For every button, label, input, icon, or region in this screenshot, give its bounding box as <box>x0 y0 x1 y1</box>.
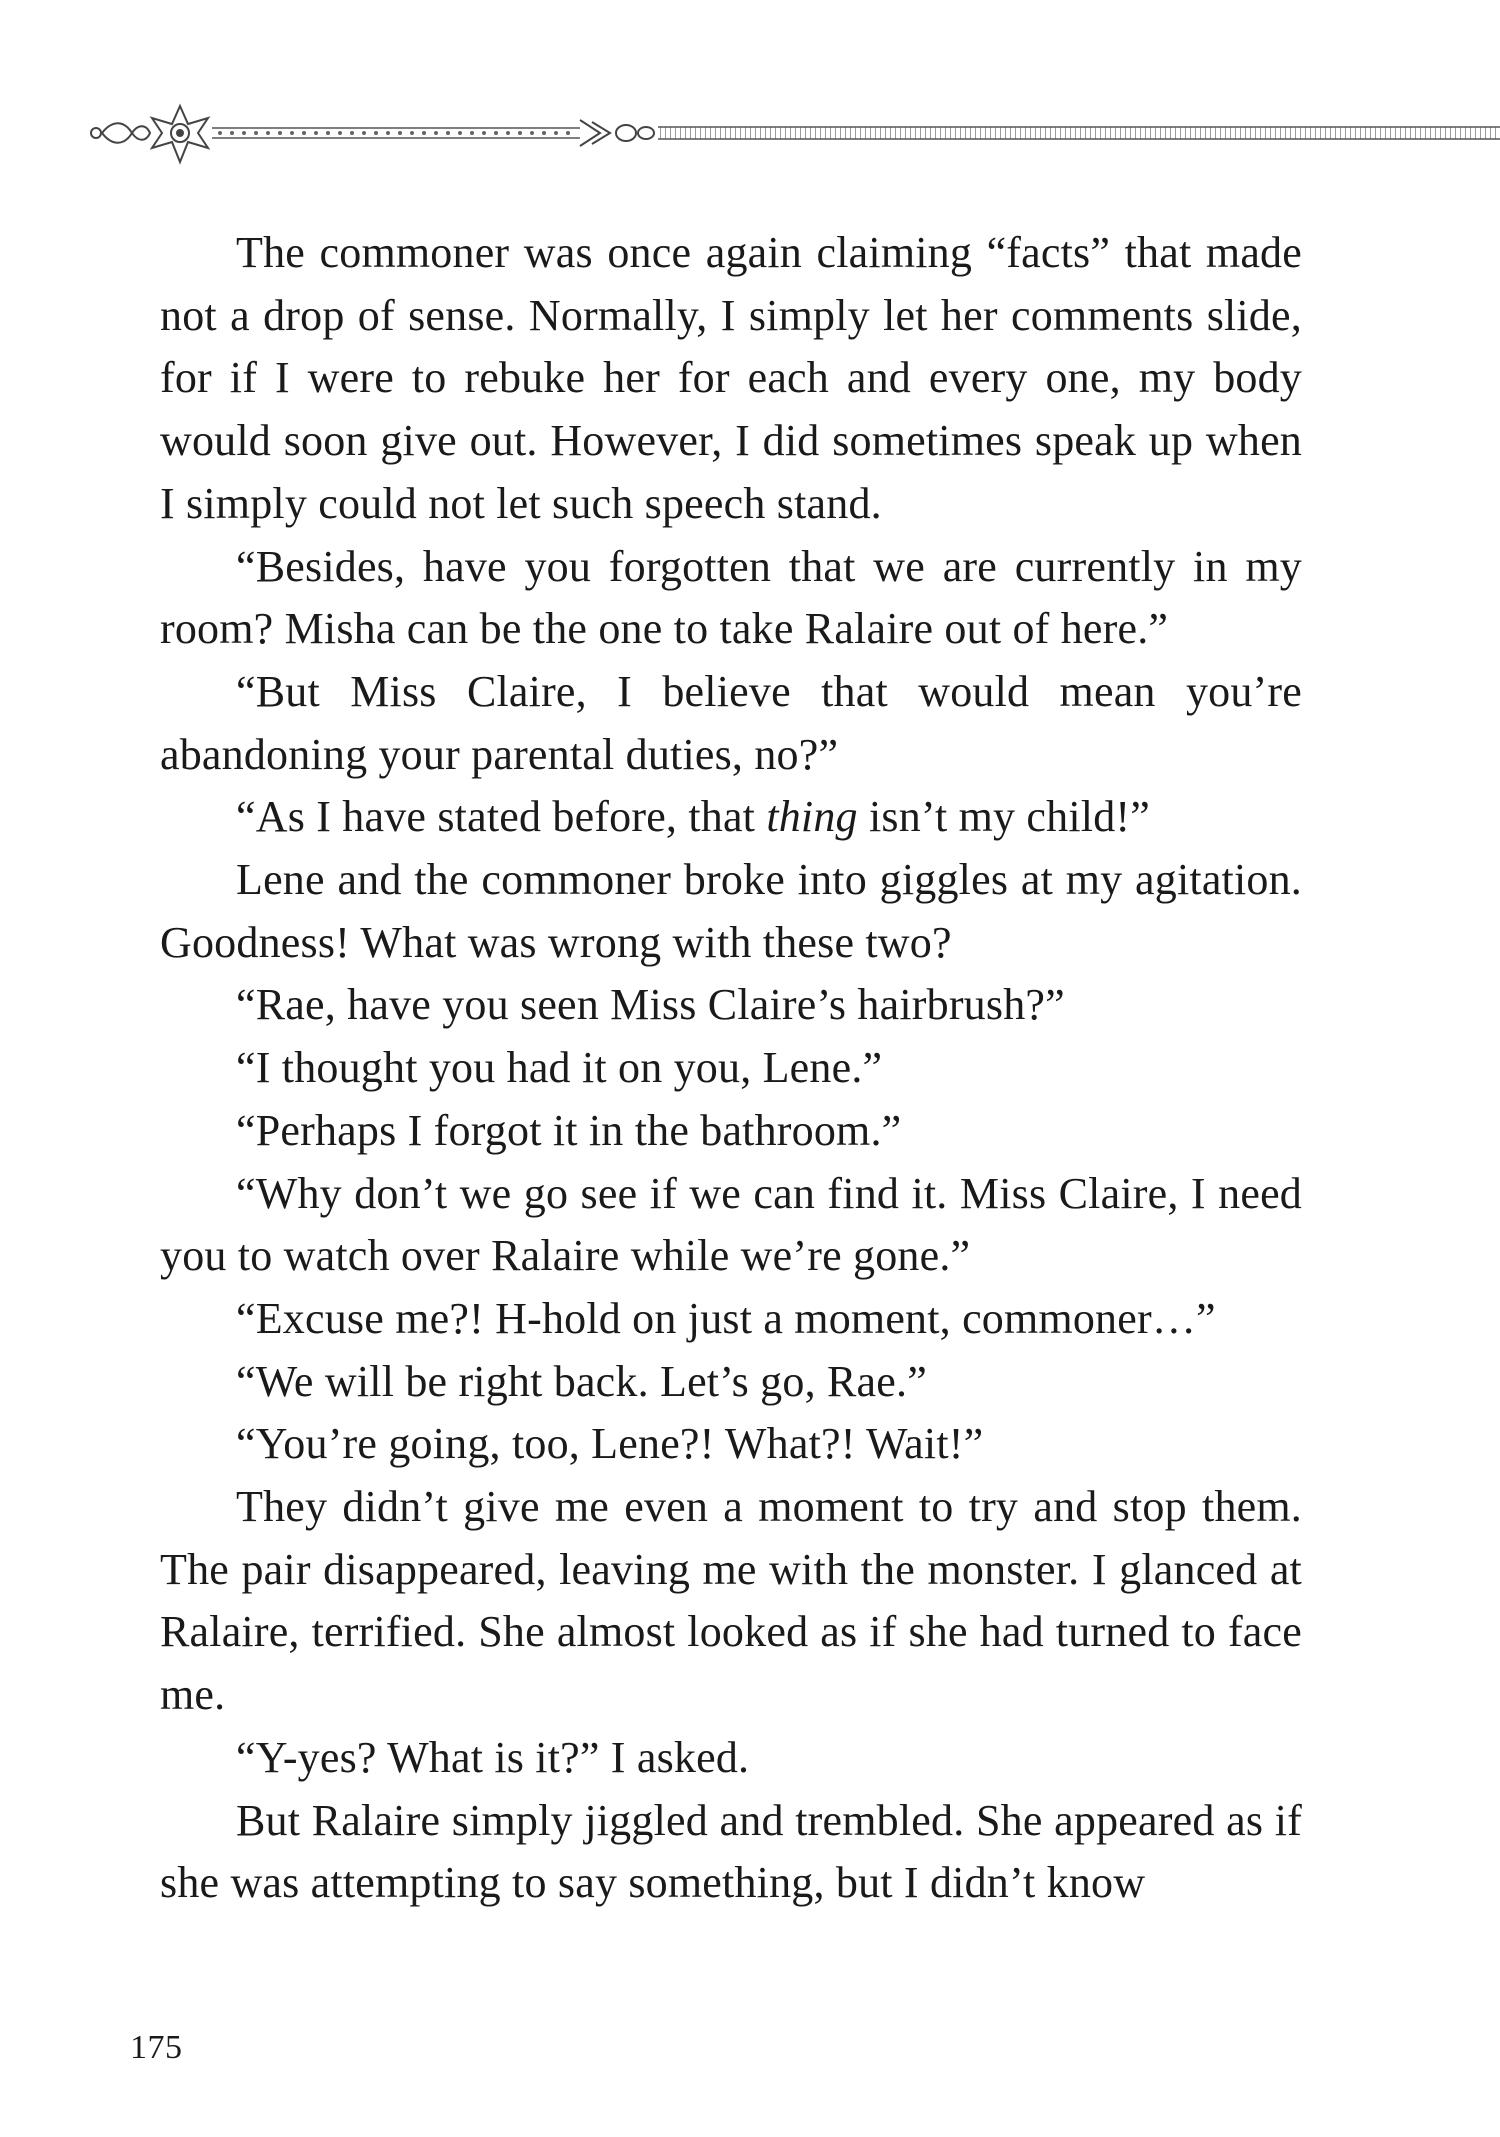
arrow-clasp-icon <box>580 120 654 146</box>
paragraph <box>160 1037 1302 1100</box>
text-run: They didn’t give me even a moment to try and stop them. The pair disappeared, leaving me with the monster. I glanced at Ralaire, terrified. She almost looked as if she had turned to face me. <box>160 1482 1302 1720</box>
text-run: “We will be right back. Let’s go, Rae.” <box>236 1356 927 1406</box>
text-run: “Rae, have you seen Miss Claire’s hairbrush?” <box>236 980 1065 1030</box>
paragraph <box>160 1727 1302 1790</box>
paragraph <box>160 849 1302 974</box>
text-run: “Besides, have you forgotten that we are currently in my room? Misha can be the one to take Ralaire out of here.” <box>160 541 1302 654</box>
text-run: “Perhaps I forgot it in the bathroom.” <box>236 1105 902 1155</box>
text-run: “But Miss Claire, I believe that would mean you’re abandoning your parental duties, no?” <box>160 666 1302 779</box>
text-run: “Excuse me?! H-hold on just a moment, commoner…” <box>236 1293 1216 1343</box>
text-run: “As I have stated before, that <box>236 792 767 842</box>
paragraph <box>160 1351 1302 1414</box>
paragraph <box>160 1163 1302 1288</box>
chain-dots <box>218 131 570 135</box>
text-run: “I thought you had it on you, Lene.” <box>236 1043 883 1093</box>
star-medallion-icon <box>152 106 208 162</box>
paragraph <box>160 1790 1302 1915</box>
text-run: But Ralaire simply jiggled and trembled. She appeared as if she was attempting to say something, but I didn’t know <box>160 1795 1302 1908</box>
text-run: “Why don’t we go see if we can find it. Miss Claire, I need you to watch over Ralaire while we’re gone.” <box>160 1168 1302 1281</box>
page-body-text <box>160 222 1302 1915</box>
paragraph <box>160 536 1302 661</box>
paragraph <box>160 1476 1302 1727</box>
paragraph <box>160 222 1302 536</box>
text-run: isn’t my child!” <box>857 792 1150 842</box>
page-number: 175 <box>130 2029 183 2066</box>
header-ornament <box>80 100 1500 170</box>
text-run: “Y-yes? What is it?” I asked. <box>236 1732 750 1782</box>
paragraph <box>160 661 1302 786</box>
paragraph <box>160 1288 1302 1351</box>
paragraph <box>160 974 1302 1037</box>
italic-text: thing <box>766 792 858 842</box>
hatched-band <box>658 127 1500 139</box>
text-run: The commoner was once again claiming “facts” that made not a drop of sense. Normally, I simply let her comments slide, for if I were to rebuke her for each and every one, my body would soon give out. However, I did sometimes speak up when I simply could not let such speech stand. <box>160 228 1302 528</box>
paragraph <box>160 786 1302 849</box>
paragraph <box>160 1413 1302 1476</box>
text-run: “You’re going, too, Lene?! What?! Wait!” <box>236 1419 984 1469</box>
paragraph <box>160 1100 1302 1163</box>
text-run: Lene and the commoner broke into giggles at my agitation. Goodness! What was wrong with these two? <box>160 855 1302 967</box>
flourish-icon <box>91 123 150 143</box>
